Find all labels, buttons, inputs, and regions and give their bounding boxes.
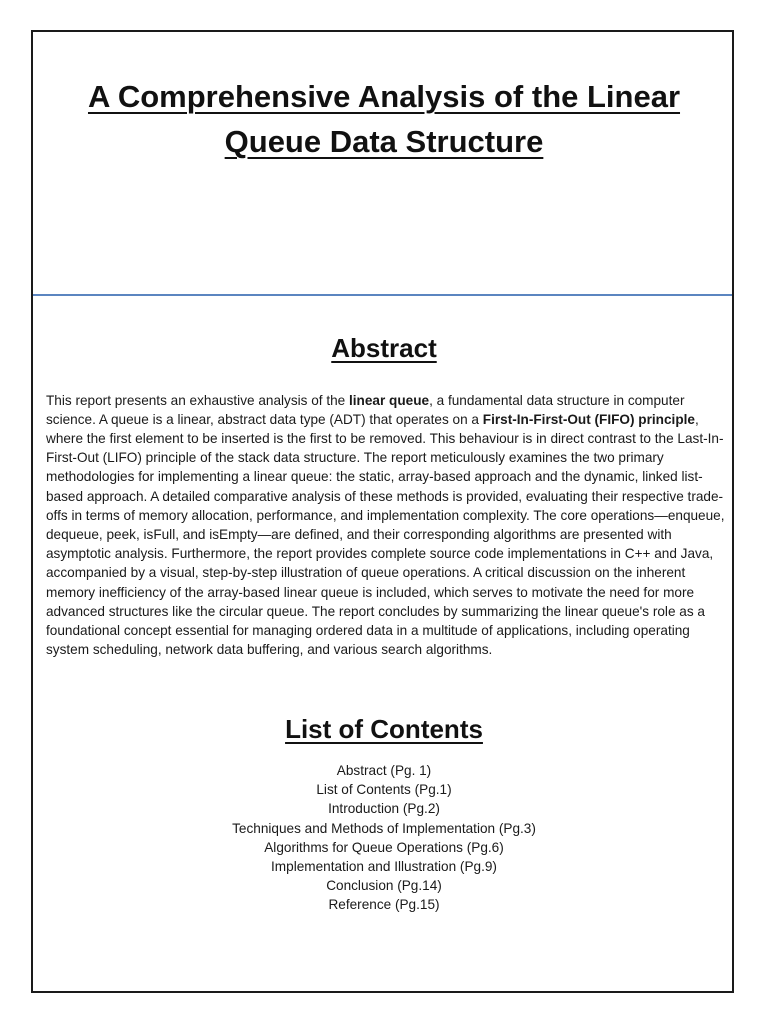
- contents-heading: [0, 714, 768, 745]
- title-line-2: Queue Data Structure: [224, 124, 544, 159]
- toc-item: Implementation and Illustration (Pg.9): [271, 859, 497, 875]
- toc-item: Algorithms for Queue Operations (Pg.6): [264, 839, 504, 855]
- abstract-segment: , where the first element to be inserted is the first to be removed. This behaviour is in direct contrast to the Last-In-First-Out (LIFO) principle of the stack data structure. The report meticulously examines the two primary methodologies for implementing a linear queue: the static, array-based approach and the dynamic, linked list-based approach. A detailed comparative analysis of these methods is provided, evaluating their respective trade-offs in terms of memory allocation, performance, and implementation complexity. The core operations—enqueue, dequeue, peek, isFull, and isEmpty—are defined, and their corresponding algorithms are presented with asymptotic analysis. Furthermore, the report provides complete source code implementations in C++ and Java, accompanied by a visual, step-by-step illustration of queue operations. A critical discussion on the inherent memory inefficiency of the array-based linear queue is included, which serves to motivate the need for more advanced structures like the circular queue. The report concludes by summarizing the linear queue's role as a foundational concept essential for managing ordered data in a multitude of applications, including operating system scheduling, network data buffering, and various search algorithms.: [46, 411, 725, 658]
- abstract-segment-bold: First-In-First-Out (FIFO) principle: [482, 411, 695, 427]
- toc-item: List of Contents (Pg.1): [316, 782, 452, 798]
- toc-item: Techniques and Methods of Implementation (Pg.3): [232, 820, 536, 836]
- abstract-paragraph: [46, 391, 726, 660]
- abstract-heading-text: Abstract: [331, 333, 437, 363]
- table-of-contents: [0, 761, 768, 915]
- abstract-segment: This report presents an exhaustive analysis of the: [46, 392, 349, 408]
- toc-item: Reference (Pg.15): [328, 897, 440, 913]
- document-title: [0, 74, 768, 164]
- abstract-heading: [0, 333, 768, 364]
- toc-item: Introduction (Pg.2): [328, 801, 440, 817]
- abstract-segment-bold: linear queue: [349, 392, 430, 408]
- toc-item: Conclusion (Pg.14): [326, 878, 442, 894]
- title-line-1: A Comprehensive Analysis of the Linear: [87, 79, 681, 114]
- contents-heading-text: List of Contents: [285, 714, 483, 744]
- abstract-segment: , a fundamental data structure in computer science. A queue is a linear, abstract data type (ADT) that operates on a: [46, 392, 685, 427]
- toc-item: Abstract (Pg. 1): [336, 763, 432, 778]
- section-divider: [33, 294, 732, 296]
